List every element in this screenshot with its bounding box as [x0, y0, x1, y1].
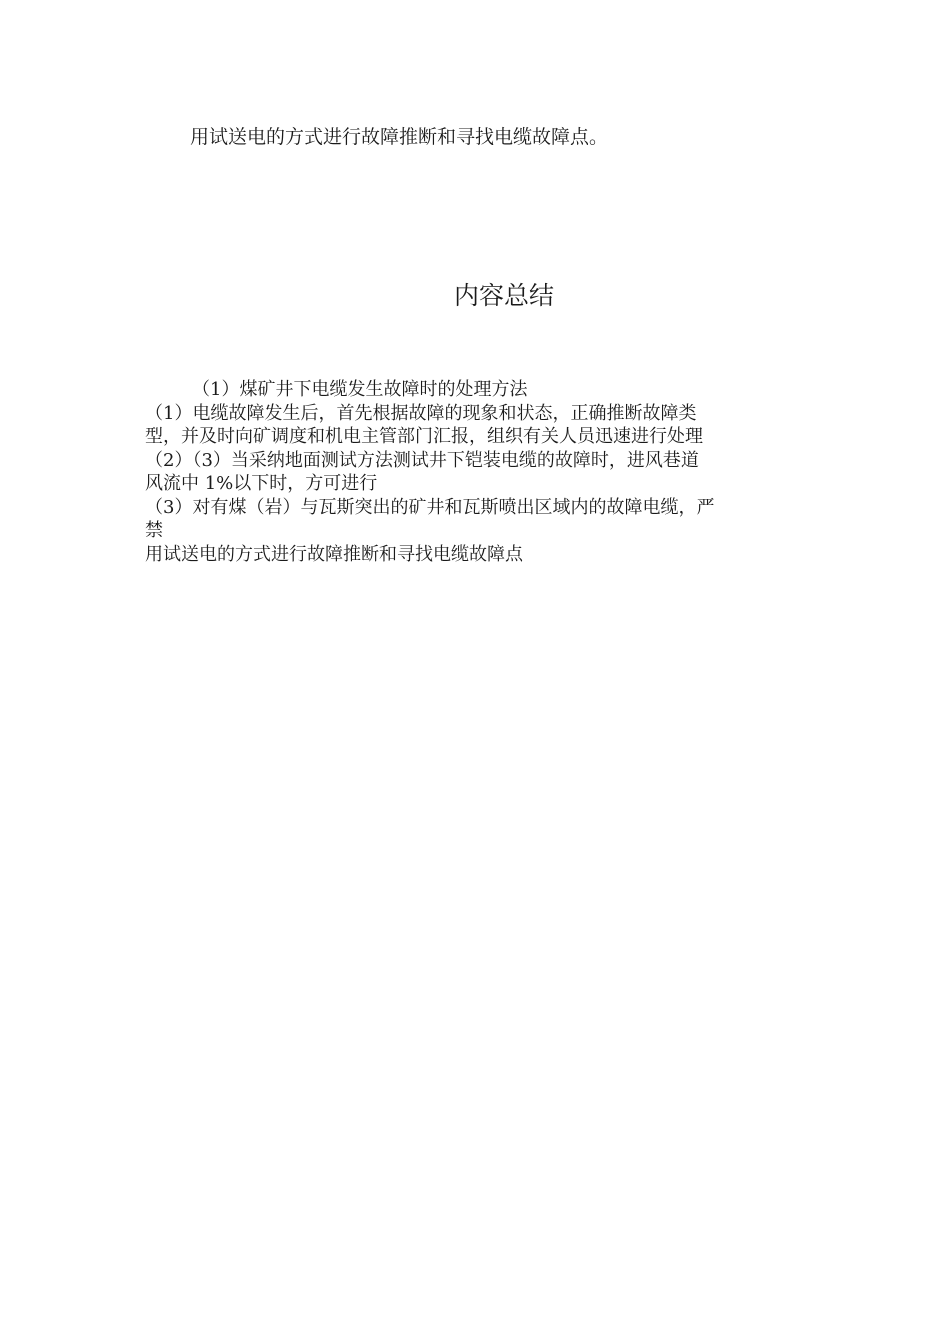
- summary-line: 禁: [145, 520, 163, 541]
- summary-line: （2）（3）当采纳地面测试方法测试井下铠装电缆的故障时，进风巷道: [145, 449, 699, 471]
- summary-line: 型，并及时向矿调度和机电主管部门汇报，组织有关人员迅速进行处理: [145, 426, 703, 447]
- section-title: 内容总结: [453, 281, 554, 310]
- summary-line: （3）对有煤（岩）与瓦斯突出的矿井和瓦斯喷出区域内的故障电缆，严: [145, 496, 715, 518]
- continuation-text: 用试送电的方式进行故障推断和寻找电缆故障点。: [190, 126, 609, 148]
- summary-line: 风流中 1%以下时，方可进行: [145, 473, 378, 494]
- summary-line: 用试送电的方式进行故障推断和寻找电缆故障点: [145, 543, 523, 565]
- summary-line: （1）煤矿井下电缆发生故障时的处理方法: [192, 379, 528, 400]
- summary-block: [145, 378, 805, 566]
- summary-line: （1）电缆故障发生后，首先根据故障的现象和状态，正确推断故障类: [145, 402, 697, 424]
